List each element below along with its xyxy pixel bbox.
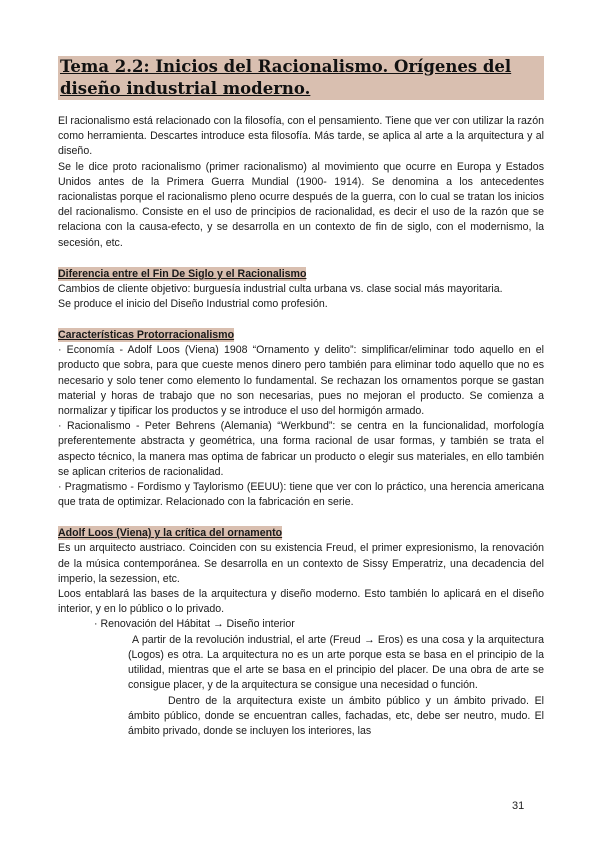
page-title: Tema 2.2: Inicios del Racionalismo. Orígenes del diseño industrial moderno. — [58, 56, 544, 100]
body-paragraph: Es un arquitecto austriaco. Coinciden con su existencia Freud, el primer expresionismo, la renovación de la música contemporánea. Se desarrolla en un contexto de Sissy Emperatriz, una decadencia del imperio, la sezession, etc. — [58, 542, 544, 585]
body-paragraph: · Racionalismo - Peter Behrens (Alemania) “Werkbund”: se centra en la funcionalidad, morfología preferentemente abstracta y geométrica, una forma racional de usar formas, y también se trata el aspecto técnico, la manera mas optima de fabricar un producto o elegir sus materiales, en ello también se aplican criterios de racionalidad. — [58, 420, 544, 478]
intro-paragraph: Se le dice proto racionalismo (primer racionalismo) al movimiento que ocurre en Europa y Estados Unidos antes de la Primera Guerra Mundial (1900- 1914). Se denomina a los antecedentes racionalistas porque el racionalismo pleno ocurre después de la guerra, con lo cual se tratan los inicios del racionalismo. Consiste en el uso de principios de racionalidad, es decir el uso de la razón que se relaciona con la causa-efecto, y se desarrolla en un contexto de fin de siglo, con el modernismo, la secesión, etc. — [58, 160, 544, 249]
section-heading: Adolf Loos (Viena) y la crítica del ornamento — [58, 527, 283, 540]
body-paragraph: · Pragmatismo - Fordismo y Taylorismo (EEUU): tiene que ver con lo práctico, una herencia americana que trata de optimizar. Relacionado con la fabricación en serie. — [58, 481, 544, 509]
body-paragraph: Se produce el inicio del Diseño Industrial como profesión. — [58, 298, 328, 311]
indented-paragraph: Dentro de la arquitectura existe un ámbito público y un ámbito privado. El ámbito público, donde se encuentran calles, fachadas, etc, debe ser neutro, mudo. El ámbito privado, donde se incluyen los interiores, las — [128, 694, 544, 737]
body-paragraph: Cambios de cliente objetivo: burguesía industrial culta urbana vs. clase social más mayoritaria. — [58, 282, 503, 295]
document-page — [58, 56, 544, 739]
body-paragraph: Loos entablará las bases de la arquitectura y diseño moderno. Esto también lo aplicará en el diseño interior, y en lo público o lo privado. — [58, 588, 544, 616]
bullet-item: · Renovación del Hábitat → Diseño interior — [94, 618, 295, 631]
indented-paragraph: A partir de la revolución industrial, el arte (Freud → Eros) es una cosa y la arquitectura (Logos) es otra. La arquitectura no es un arte porque esta se basa en el principio de la utilidad, mientras que el arte se basa en el principio del placer. De una obra de arte se consigue placer, y de la arquitectura se consigue una necesidad o función. — [128, 633, 544, 692]
section-heading: Diferencia entre el Fin De Siglo y el Racionalismo — [58, 267, 307, 280]
section-heading: Características Protorracionalismo — [58, 329, 235, 342]
body-paragraph: · Economía - Adolf Loos (Viena) 1908 “Ornamento y delito”: simplificar/eliminar todo aquello en el producto que sobra, para que cueste menos dinero pero también para eliminar todo aquello que no es necesario y solo tener como elemento lo fundamental. Se rechazan los ornamentos porque se gastan material y horas de trabajo que no son necesarias, pues no mejoran el producto. Se comienza a normalizar y tipificar los productos y se introduce el uso del hormigón armado. — [58, 344, 544, 418]
intro-paragraph: El racionalismo está relacionado con la filosofía, con el pensamiento. Tiene que ver con utilizar la razón como herramienta. Descartes introduce esta filosofía. Más tarde, se aplica al arte a la arquitectura y al diseño. — [58, 115, 544, 158]
page-number: 31 — [512, 800, 525, 812]
